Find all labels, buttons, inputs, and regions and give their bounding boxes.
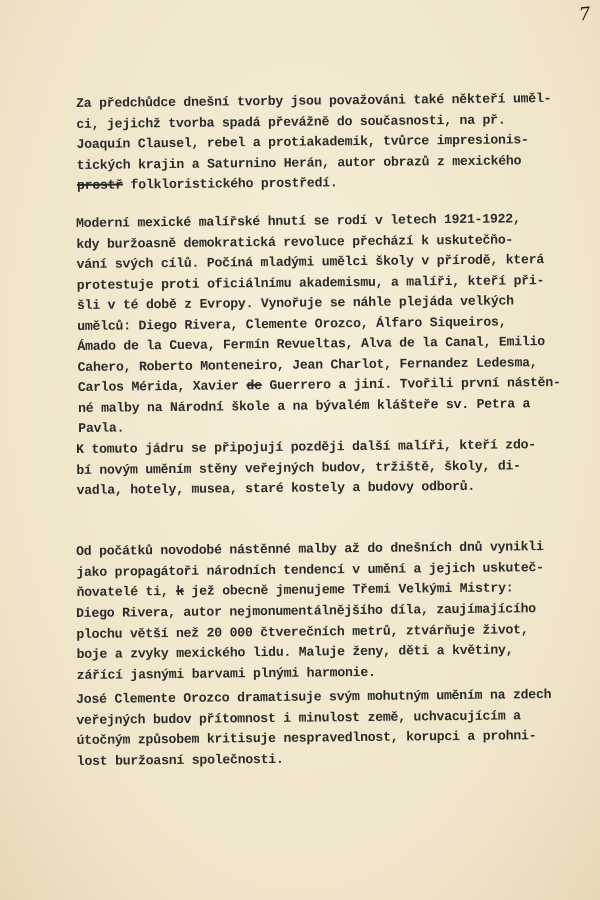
text-line: Moderní mexické malířské hnutí se rodí v letech 1921-1922, [76, 211, 521, 231]
paragraph-later-painters [76, 435, 577, 502]
text-line: Od počátků novodobé nástěnné malby až do dnešních dnů vynikli [76, 539, 544, 559]
text-line: plochu větší než 20 000 čtverečních metrů, ztvárňuje život, [76, 621, 529, 642]
text-line: jako propagátoři národních tendencí v umění a jejich uskuteč- [76, 559, 544, 580]
text-line: boje a zvyky mexického lidu. Maluje ženy, děti a květiny, [76, 642, 514, 662]
text-line: Pavla. [78, 420, 125, 436]
text-line: veřejných budov přítomnost i minulost země, uchvacujícím a [76, 707, 521, 728]
text-line-part: ňovatelé ti, [76, 584, 169, 600]
text-line: Cahero, Roberto Monteneiro, Jean Charlot, Fernandez Ledesma, [77, 354, 538, 375]
text-line: vání svých cílů. Počíná mladými umělci školy v přírodě, která [76, 252, 545, 272]
page-number: 7 [577, 3, 592, 26]
paragraph-modern-movement [76, 209, 578, 440]
paragraph-orozco [76, 685, 577, 772]
text-line: Za předchůdce dnešní tvorby jsou považováni také někteří uměl- [76, 91, 552, 111]
text-line: ci, jejichž tvorba spadá převážně do současnosti, na př. [76, 112, 506, 132]
text-line-part: tických krajin a Saturnino Herán, autor obrazů z mexického [76, 152, 522, 173]
text-line: Ámado de la Cueva, Fermín Revueltas, Alva de la Canal, Emilio [77, 334, 545, 354]
text-line: umělců: Diego Rivera, Clemente Orozco, Álfaro Siqueiros, [77, 313, 507, 334]
text-line: šli v té době z Evropy. Vynořuje se náhle plejáda velkých [76, 293, 514, 313]
text-line: Diego Rivera, autor nejmonumentálnějšího díla, zaujímajícího [76, 601, 536, 621]
paragraph-precursors [76, 89, 577, 197]
paragraph-diego-rivera [76, 599, 577, 686]
text-line-part: jež obecně jmenujeme Třemi Velkými Mistry: [191, 580, 514, 599]
text-line: kdy buržoasně demokratická revoluce přechází k uskutečňo- [76, 231, 514, 252]
struck-out-letter: k [176, 583, 184, 599]
text-line: K tomuto jádru se připojují později další malíři, kteří zdo- [76, 437, 536, 457]
text-line: zářící jasnými barvami plnými harmonie. [76, 664, 376, 683]
text-line: protestuje proti oficiálnímu akademismu, a malíři, kteří při- [76, 272, 545, 293]
text-line: bí novým uměním stěny veřejných budov, tržiště, školy, di- [76, 457, 521, 478]
text-line: lost buržoasní společnosti. [76, 751, 284, 769]
text-line: José Clemente Orozco dramatisuje svým mohutným uměním na zdech [76, 687, 552, 707]
text-line-part: folkloristického prostředí. [130, 175, 338, 193]
text-line [77, 171, 577, 197]
text-line: Joaquín Clausel, rebel a protiakademik, tvůrce impresionis- [76, 132, 529, 152]
text-line: vadla, hotely, musea, staré kostely a budovy odborů. [76, 478, 476, 498]
text-line: útočným způsobem kritisuje nespravedlnost, korupci a prohni- [76, 728, 537, 748]
paragraph-three-masters [76, 537, 577, 604]
struck-out-word: de [246, 378, 262, 394]
text-line: né malby na Národní škole a na bývalém klášteře sv. Petra a [77, 395, 531, 416]
text-line-part: Guerrero a jiní. Tvořili první nástěn- [269, 374, 561, 393]
text-line-part: Carlos Mérida, Xavier [77, 378, 239, 395]
struck-out-word: prostř [76, 177, 124, 193]
